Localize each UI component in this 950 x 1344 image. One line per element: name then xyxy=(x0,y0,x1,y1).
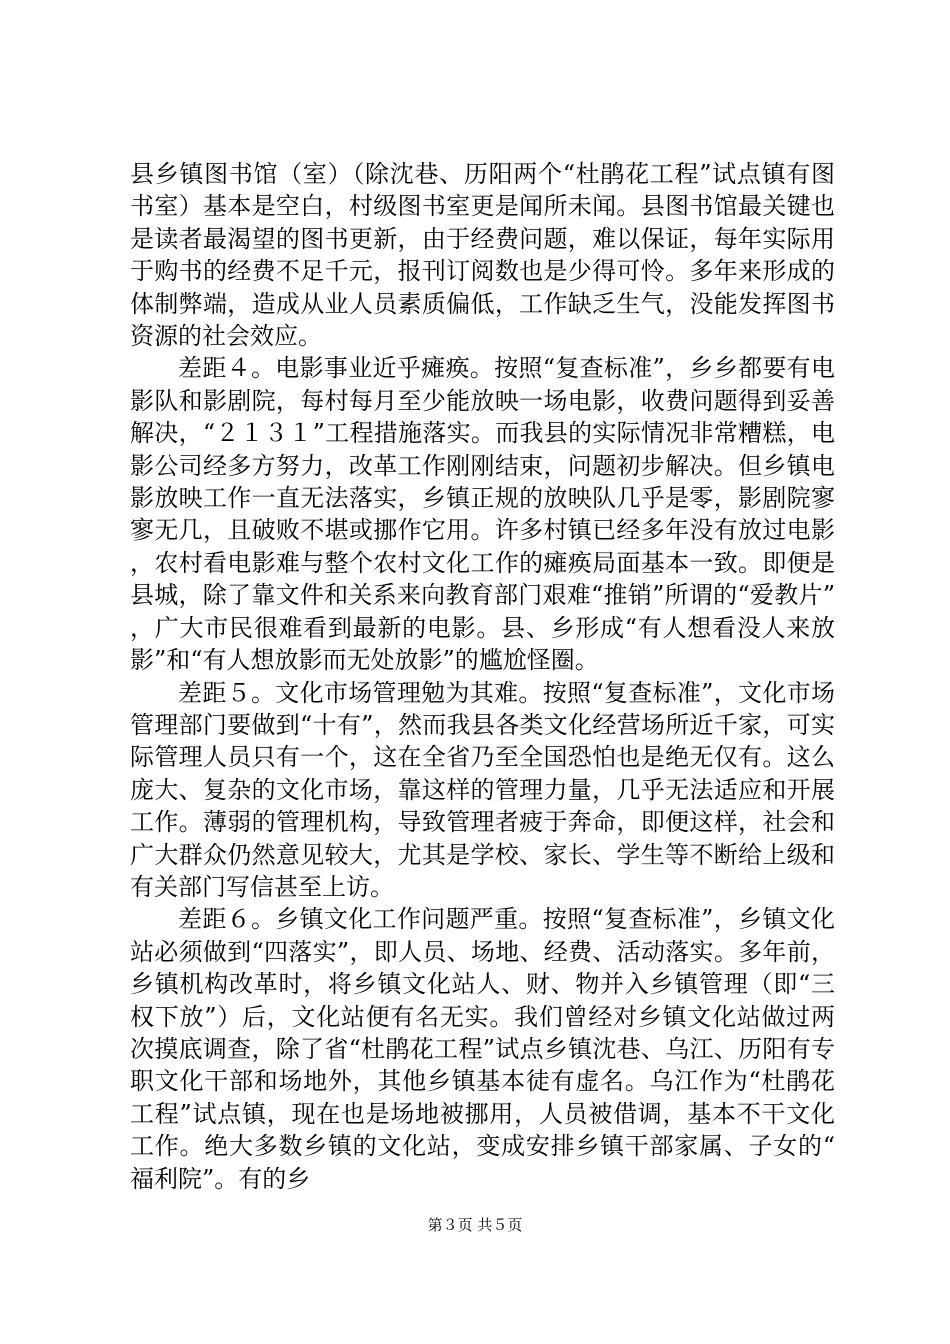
paragraph-2: 差距４。电影事业近乎瘫痪。按照“复查标准”，乡乡都要有电影队和影剧院，每村每月至少能放映一场电影，收费问题得到妥善解决，“２１３１”工程措施落实。而我县的实际情况非常糟糕，电影公司经多方努力，改革工作刚刚结束，问题初步解决。但乡镇电影放映工作一直无法落实，乡镇正规的放映队几乎是零，影剧院寥寥无几，且破败不堪或挪作它用。许多村镇已经多年没有放过电影，农村看电影难与整个农村文化工作的瘫痪局面基本一致。即便是县城，除了靠文件和关系来向教育部门艰难“推销”所谓的“爱教片”，广大市民很难看到最新的电影。县、乡形成“有人想看没人来放影”和“有人想放影而无处放影”的尴尬怪圈。 xyxy=(130,354,835,675)
paragraph-1: 县乡镇图书馆（室）（除沈巷、历阳两个“杜鹃花工程”试点镇有图书室）基本是空白，村级图书室更是闻所未闻。县图书馆最关键也是读者最渴望的图书更新，由于经费问题，难以保证，每年实际用于购书的经费不足千元，报刊订阅数也是少得可怜。多年来形成的体制弊端，造成从业人员素质偏低，工作缺乏生气，没能发挥图书资源的社会效应。 xyxy=(130,160,835,351)
page-number-footer: 第３页 共５页 xyxy=(427,1216,523,1234)
paragraph-4: 差距６。乡镇文化工作问题严重。按照“复查标准”，乡镇文化站必须做到“四落实”，即人员、场地、经费、活动落实。多年前，乡镇机构改革时，将乡镇文化站人、财、物并入乡镇管理（即“三权下放”）后，文化站便有名无实。我们曾经对乡镇文化站做过两次摸底调查，除了省“杜鹃花工程”试点乡镇沈巷、乌江、历阳有专职文化干部和场地外，其他乡镇基本徒有虚名。乌江作为“杜鹃花工程”试点镇，现在也是场地被挪用，人员被借调，基本不干文化工作。绝大多数乡镇的文化站，变成安排乡镇干部家属、子女的“福利院”。有的乡 xyxy=(130,905,835,1193)
document-body xyxy=(130,158,835,1195)
paragraph-3: 差距５。文化市场管理勉为其难。按照“复查标准”，文化市场管理部门要做到“十有”，然而我县各类文化经营场所近千家，可实际管理人员只有一个，这在全省乃至全国恐怕也是绝无仅有。这么庞大、复杂的文化市场，靠这样的管理力量，几乎无法适应和开展工作。薄弱的管理机构，导致管理者疲于奔命，即便这样，社会和广大群众仍然意见较大，尤其是学校、家长、学生等不断给上级和有关部门写信甚至上访。 xyxy=(130,678,835,901)
